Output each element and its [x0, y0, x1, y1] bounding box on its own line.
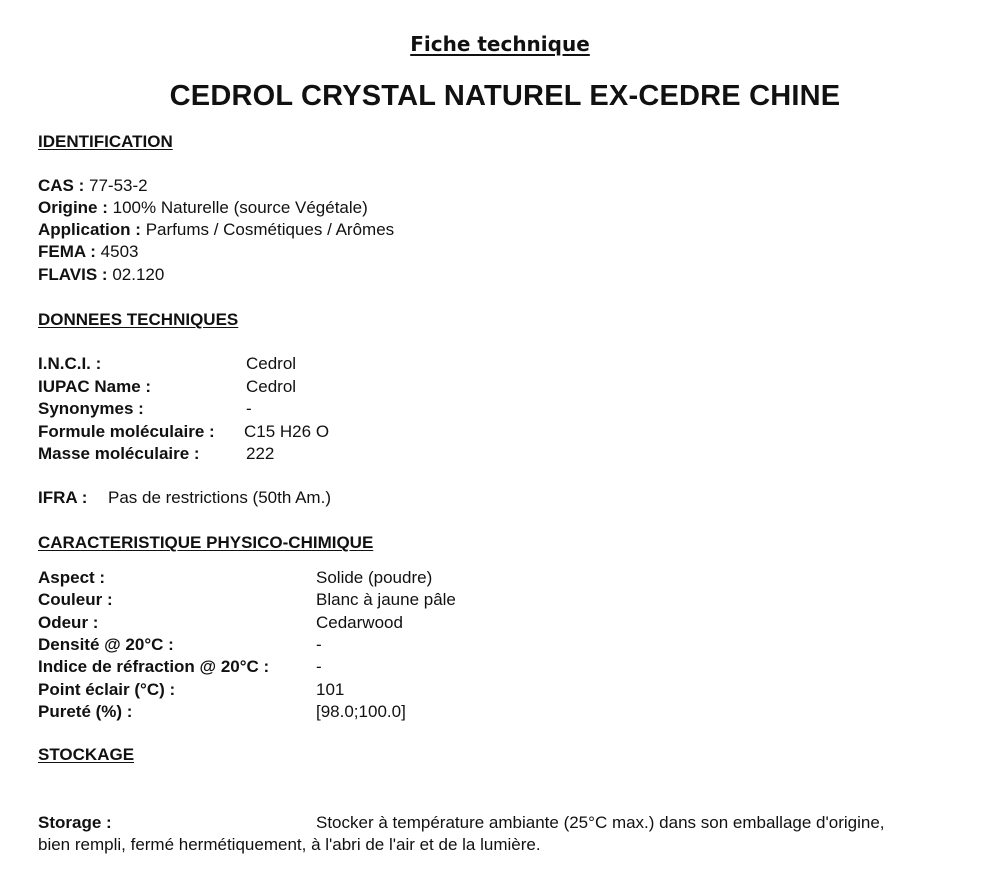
- field-value: -: [316, 635, 322, 654]
- field-value: Blanc à jaune pâle: [316, 590, 456, 609]
- field-point-eclair: [38, 679, 978, 701]
- field-value: Pas de restrictions (50th Am.): [108, 488, 331, 507]
- field-inci: [38, 353, 978, 375]
- field-value: 100% Naturelle (source Végétale): [112, 198, 368, 217]
- field-label: CAS :: [38, 176, 85, 195]
- section-heading-identification: IDENTIFICATION: [38, 132, 173, 151]
- field-value: C15 H26 O: [244, 422, 330, 441]
- field-value: 77-53-2: [89, 176, 148, 195]
- field-label: Pureté (%) :: [38, 702, 133, 721]
- field-synonymes: [38, 398, 978, 420]
- field-label: Application :: [38, 220, 141, 239]
- field-value: 222: [246, 444, 275, 463]
- field-label: FLAVIS :: [38, 265, 108, 284]
- field-aspect: [38, 567, 978, 589]
- field-label: Storage :: [38, 813, 112, 832]
- field-iupac-name: [38, 376, 978, 398]
- field-densite: [38, 634, 978, 656]
- field-label: IUPAC Name :: [38, 377, 152, 396]
- document-type-title: Fiche technique: [410, 32, 590, 56]
- field-origine: [38, 197, 368, 219]
- field-label: Odeur :: [38, 613, 99, 632]
- field-label: Origine :: [38, 198, 108, 217]
- field-value: Parfums / Cosmétiques / Arômes: [145, 220, 395, 239]
- field-application: [38, 219, 394, 241]
- field-formule-moleculaire: [38, 421, 978, 443]
- field-storage: [38, 812, 978, 834]
- section-heading-stockage: STOCKAGE: [38, 745, 135, 764]
- field-label: I.N.C.I. :: [38, 354, 102, 373]
- field-label: Masse moléculaire :: [38, 444, 200, 463]
- field-cas: [38, 175, 148, 197]
- field-indice-refraction: [38, 656, 978, 678]
- field-value: 4503: [100, 242, 139, 261]
- field-value: -: [246, 399, 252, 418]
- field-ifra: [38, 487, 978, 509]
- field-value: Cedrol: [246, 377, 297, 396]
- field-fema: [38, 241, 138, 263]
- section-heading-donnees-techniques: DONNEES TECHNIQUES: [38, 310, 239, 329]
- field-value: Cedrol: [246, 354, 297, 373]
- field-value: -: [316, 657, 322, 676]
- field-label: Aspect :: [38, 568, 106, 587]
- field-label: Formule moléculaire :: [38, 422, 215, 441]
- field-value: [98.0;100.0]: [316, 702, 406, 721]
- field-label: Indice de réfraction @ 20°C :: [38, 657, 270, 676]
- field-value: 02.120: [112, 265, 165, 284]
- field-label: IFRA :: [38, 488, 88, 507]
- field-purete: [38, 701, 978, 723]
- field-label: Synonymes :: [38, 399, 144, 418]
- field-couleur: [38, 589, 978, 611]
- field-value: Cedarwood: [316, 613, 403, 632]
- field-value: Solide (poudre): [316, 568, 433, 587]
- field-storage-continuation: bien rempli, fermé hermétiquement, à l'abri de l'air et de la lumière.: [38, 835, 541, 854]
- field-label: Point éclair (°C) :: [38, 680, 176, 699]
- section-heading-physico-chimique: CARACTERISTIQUE PHYSICO-CHIMIQUE: [38, 533, 374, 552]
- field-label: FEMA :: [38, 242, 96, 261]
- field-label: Couleur :: [38, 590, 113, 609]
- product-title: CEDROL CRYSTAL NATUREL EX-CEDRE CHINE: [169, 80, 841, 112]
- field-odeur: [38, 612, 978, 634]
- field-masse-moleculaire: [38, 443, 978, 465]
- field-label: Densité @ 20°C :: [38, 635, 174, 654]
- field-value: Stocker à température ambiante (25°C max.) dans son emballage d'origine,: [316, 813, 885, 832]
- field-value: 101: [316, 680, 345, 699]
- field-flavis: [38, 264, 164, 286]
